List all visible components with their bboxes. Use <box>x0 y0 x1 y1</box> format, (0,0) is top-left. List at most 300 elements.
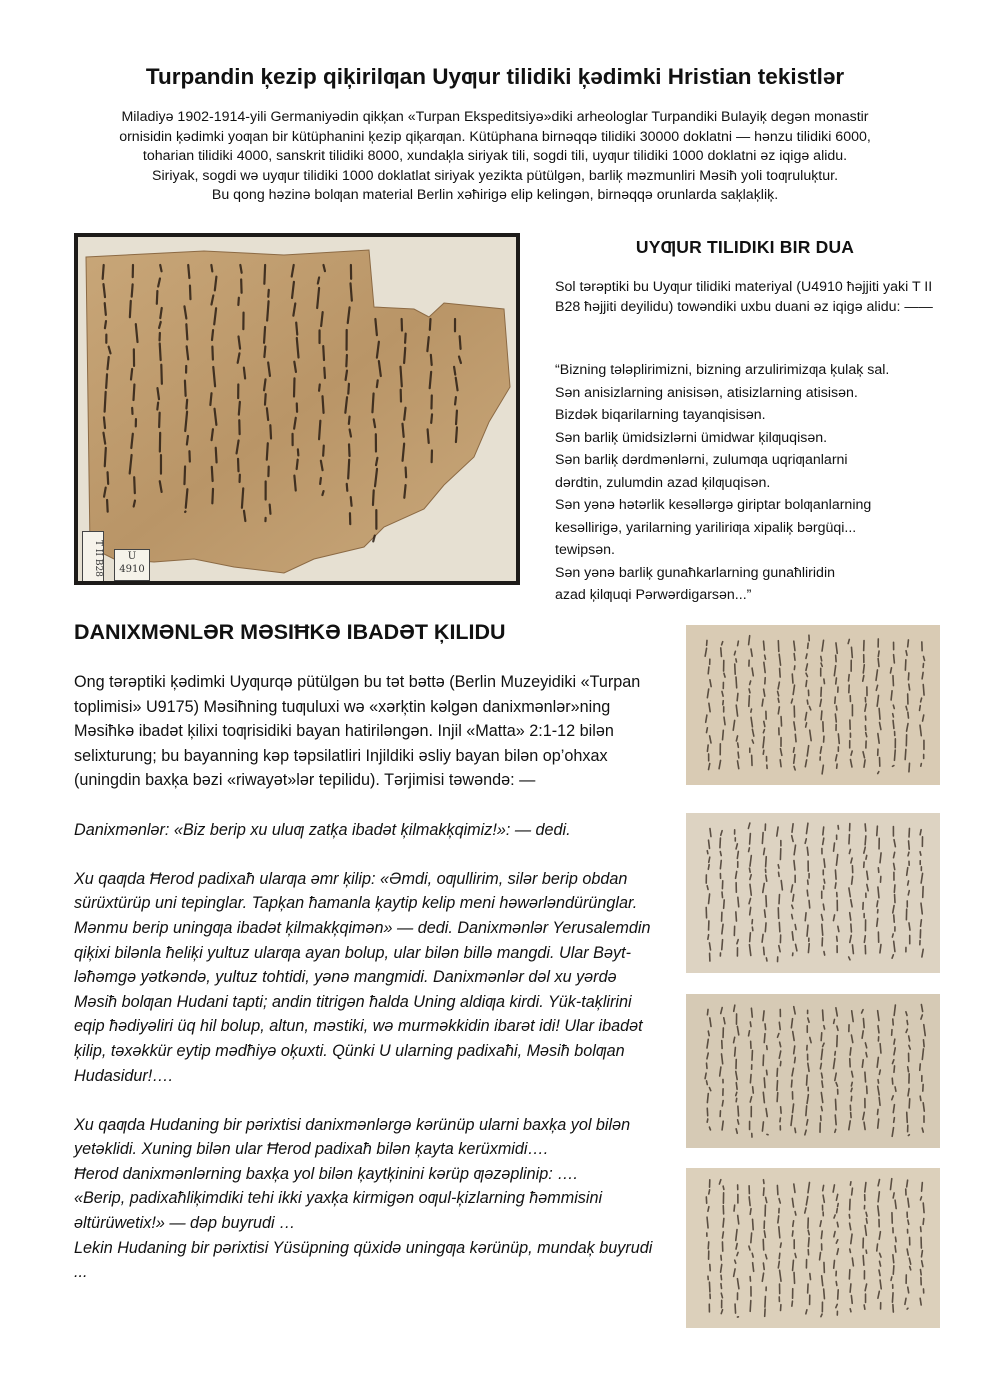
script-stroke <box>351 497 352 506</box>
script-stroke <box>105 448 106 466</box>
script-stroke <box>807 847 808 855</box>
script-stroke <box>780 1042 781 1046</box>
script-stroke <box>737 1252 738 1255</box>
script-stroke <box>821 1107 822 1111</box>
script-stroke <box>738 752 739 758</box>
script-stroke <box>779 1253 780 1258</box>
script-stroke <box>765 655 766 659</box>
script-stroke <box>264 346 265 357</box>
script-stroke <box>792 914 793 918</box>
script-stroke <box>187 436 188 445</box>
script-stroke <box>350 429 351 436</box>
script-stroke <box>893 714 894 717</box>
script-stroke <box>908 1198 909 1207</box>
script-stroke <box>778 691 779 695</box>
intro-line: Miladiyə 1902-1914-yili Germaniyədin qikķan «Turpan Ekspeditsiyə»diki arheologlar Turpandiki Bulayiķ degən monastir <box>121 109 869 125</box>
script-stroke <box>157 388 159 399</box>
manuscript-fragment <box>84 247 514 577</box>
script-stroke <box>763 1263 764 1269</box>
script-stroke <box>160 265 161 271</box>
script-stroke <box>838 734 839 744</box>
script-stroke <box>753 1219 754 1229</box>
script-stroke <box>836 678 837 684</box>
script-stroke <box>791 1019 792 1028</box>
script-stroke <box>877 918 878 926</box>
script-stroke <box>795 925 796 930</box>
script-stroke <box>821 656 822 660</box>
script-stroke <box>751 1233 752 1243</box>
script-stroke <box>762 699 763 706</box>
script-stroke <box>749 868 750 872</box>
script-stroke <box>375 319 376 335</box>
translation-paragraph: Ħerod danixmənlərning baxķa yol bilən ķaytķinini kərüp ƣəzəplinip: …. <box>74 1164 578 1183</box>
script-stroke <box>720 838 721 848</box>
script-stroke <box>894 915 895 922</box>
script-stroke <box>104 417 105 428</box>
script-stroke <box>866 855 867 859</box>
script-stroke <box>865 1183 866 1192</box>
catalog-label-text: U 4910 <box>119 551 145 575</box>
script-stroke <box>923 1040 924 1047</box>
script-stroke <box>750 933 751 942</box>
script-stroke <box>820 1063 821 1068</box>
script-stroke <box>778 698 779 702</box>
script-stroke <box>734 651 735 655</box>
script-stroke <box>908 1135 909 1136</box>
script-stroke <box>921 698 922 702</box>
section-heading: DANIXMƏNLƏR MƏSIĦKƏ IBADƏT ĶILIDU <box>74 620 506 644</box>
script-stroke <box>835 1099 836 1110</box>
script-stroke <box>454 367 455 375</box>
script-stroke <box>779 1022 780 1029</box>
script-stroke <box>709 1127 710 1130</box>
script-stroke <box>906 1012 907 1016</box>
script-stroke <box>297 460 298 469</box>
script-stroke <box>707 886 708 890</box>
script-stroke <box>910 1267 911 1270</box>
script-stroke <box>820 1221 821 1227</box>
script-stroke <box>795 1128 796 1132</box>
script-stroke <box>766 857 767 867</box>
script-stroke <box>894 863 895 869</box>
manuscript-mount <box>78 237 516 581</box>
script-stroke <box>781 881 782 890</box>
script-stroke <box>837 936 838 941</box>
script-stroke <box>404 408 405 420</box>
script-stroke <box>723 1186 724 1189</box>
translation-paragraph: Danixmənlər: «Biz berip xu uluƣ zatķa ibadət ķilmakķqimiz!»: — dedi. <box>74 820 571 839</box>
script-stroke <box>322 396 323 413</box>
script-stroke <box>808 643 809 648</box>
script-stroke <box>750 1075 751 1083</box>
script-stroke <box>324 368 325 378</box>
script-stroke <box>866 733 867 737</box>
script-stroke <box>734 1205 735 1211</box>
script-stroke <box>907 1180 908 1187</box>
script-stroke <box>906 706 907 710</box>
script-stroke <box>850 1048 851 1055</box>
script-stroke <box>707 1119 708 1122</box>
script-stroke <box>895 1200 896 1208</box>
script-stroke <box>133 384 134 400</box>
script-stroke <box>323 446 324 456</box>
script-stroke <box>188 265 189 278</box>
script-stroke <box>850 913 851 920</box>
script-stroke <box>919 706 920 711</box>
script-stroke <box>864 936 865 943</box>
script-stroke <box>347 484 348 491</box>
script-stroke <box>264 379 265 390</box>
script-stroke <box>764 947 765 954</box>
script-stroke <box>708 935 709 939</box>
script-stroke <box>851 924 852 932</box>
dua-heading: UYƢUR TILIDIKI BIR DUA <box>635 237 855 257</box>
script-stroke <box>878 1026 879 1033</box>
prayer-line: kesəllirigə, yarilarning yariliriƣa xipaliķ bərgüqi... <box>555 519 857 536</box>
script-stroke <box>763 750 764 754</box>
script-stroke <box>762 1122 763 1131</box>
translation-paragraph: Lekin Hudaning bir pərixtisi Yüsüpning qüxidə uningƣa kərünüp, mundaķ buyrudi ... <box>74 1238 653 1282</box>
script-stroke <box>348 460 349 479</box>
script-stroke <box>895 1087 896 1091</box>
script-stroke <box>878 1080 879 1083</box>
script-stroke <box>764 1078 765 1088</box>
script-stroke <box>210 393 211 405</box>
script-stroke <box>215 277 217 291</box>
script-stroke <box>105 303 106 315</box>
intro-line: toharian tilidiki 4000, sanskrit tilidiki 8000, xundaķla siriyak tili, sogdi tili, uyƣur tilidiki 1000 doklatni əz iqigə alidu. <box>142 148 848 164</box>
script-stroke <box>722 691 723 696</box>
script-stroke <box>736 1083 737 1090</box>
script-stroke <box>892 766 893 767</box>
script-stroke <box>736 1129 737 1133</box>
script-stroke <box>823 827 824 835</box>
script-stroke <box>891 691 892 700</box>
script-stroke <box>752 1253 753 1257</box>
script-stroke <box>922 672 923 678</box>
script-stroke <box>134 501 135 507</box>
dua-intro: Sol tərəptiki bu Uyƣur tilidiki materiyal (U4910 ħəjjiti yaki T II B28 ħəjjiti deyilidu) towəndiki uxbu duani əz iqigə alidu: —— <box>555 279 933 315</box>
script-stroke <box>866 1053 867 1057</box>
script-stroke <box>823 1010 824 1021</box>
script-stroke <box>724 900 725 908</box>
script-stroke <box>402 424 403 437</box>
script-stroke <box>794 654 795 661</box>
script-stroke <box>779 922 780 931</box>
script-stroke <box>778 707 779 714</box>
script-stroke <box>211 265 212 271</box>
script-stroke <box>878 651 879 656</box>
script-stroke <box>351 283 352 300</box>
prayer-line: “Bizning tələplirimizni, bizning arzulirimizƣa ķulaķ sal. <box>555 362 890 378</box>
script-stroke <box>709 894 710 904</box>
script-stroke <box>806 654 807 659</box>
script-stroke <box>838 926 839 931</box>
script-stroke <box>920 830 921 835</box>
script-stroke <box>372 393 373 412</box>
script-stroke <box>834 1019 835 1023</box>
script-stroke <box>160 308 161 318</box>
script-stroke <box>879 1270 880 1276</box>
script-stroke <box>878 887 879 898</box>
script-stroke <box>781 1107 782 1113</box>
script-stroke <box>244 511 245 521</box>
script-stroke <box>765 1024 766 1030</box>
script-stroke <box>880 1280 881 1289</box>
translation-paragraph: «Berip, padixaħliķimdiki tehi ikki yaxķa kirmigən oƣul-ķizlarning ħəmmisini əltürüwetix!» — dəp buyrudi … <box>74 1189 603 1233</box>
script-stroke <box>348 384 349 394</box>
script-stroke <box>821 711 822 720</box>
script-stroke <box>708 840 709 848</box>
script-stroke <box>793 1221 794 1227</box>
script-stroke <box>895 1246 896 1252</box>
script-stroke <box>920 1270 921 1275</box>
prayer-line: dərdtin, zulumdin azad ķilƣuqisən. <box>555 474 771 491</box>
prayer-line: Sən barliķ dərdmənlərni, zulumƣa uqriƣanlarni <box>555 452 848 468</box>
script-stroke <box>921 920 922 927</box>
script-stroke <box>806 1310 807 1314</box>
script-stroke <box>838 1204 839 1207</box>
script-stroke <box>908 1220 909 1224</box>
script-stroke <box>723 730 724 739</box>
script-stroke <box>833 915 834 921</box>
script-stroke <box>794 766 795 770</box>
script-stroke <box>820 747 821 753</box>
script-stroke <box>894 1039 895 1044</box>
script-stroke <box>749 1031 750 1036</box>
script-stroke <box>186 400 187 409</box>
script-stroke <box>908 891 909 895</box>
script-stroke <box>835 1129 836 1132</box>
script-stroke <box>908 640 909 647</box>
script-stroke <box>764 1231 765 1237</box>
script-stroke <box>130 301 131 317</box>
script-stroke <box>907 1112 908 1122</box>
script-stroke <box>734 1037 735 1042</box>
script-stroke <box>430 372 431 388</box>
script-stroke <box>270 505 271 514</box>
translation-paragraph: Xu qaƣda Ħerod padixaħ ularƣa əmr ķilip: «Əmdi, oƣullirim, silər berip obdan sürüxtürüp uni tepinglar. Tapķan ħamanla ķaytip kelip meni həwərləndürünglar. Mənmu berip uningƣa ibadət ķilmakķqimən» — dedi. Danixmənlər Yerusalemdin qiķixi bilənla ħeliķi yultuz ularƣa ayan bolup, ular bilən billə mangdi. Ular Bəyt-ləħəmgə yətkəndə, yultuz tohtidi, yənə mangmidi. Danixmənlər dəl xu yərdə Məsiħ bolƣan Hudani tapti; andin titrigən ħalda Uning aldiƣa kirdi. Yük-taķlirini eqip ħədiyəliri üq hil bolup, altun, məstiki, wə murməkkidin ibarət idi! Ular ibadət ķilip, təxəkkür eytip mədħiyə oķuxti. Qünki U ularning padixaħi, Məsiħ bolƣan Hudasidur!…. <box>74 869 651 1085</box>
script-stroke <box>850 1182 851 1185</box>
script-stroke <box>764 721 765 726</box>
script-stroke <box>908 852 909 856</box>
script-stroke <box>753 1087 754 1093</box>
script-stroke <box>793 1260 794 1270</box>
script-stroke <box>923 1203 924 1213</box>
script-stroke <box>107 500 108 512</box>
script-stroke <box>190 286 191 300</box>
script-stroke <box>185 381 186 396</box>
script-stroke <box>267 408 268 420</box>
script-stroke <box>766 958 767 961</box>
script-stroke <box>893 705 894 708</box>
script-stroke <box>108 472 109 484</box>
script-stroke <box>890 668 891 673</box>
script-stroke <box>296 323 297 335</box>
manuscript-page-image <box>686 994 940 1148</box>
script-stroke <box>724 673 725 677</box>
script-stroke <box>806 681 807 687</box>
script-stroke <box>851 1082 852 1086</box>
script-stroke <box>722 892 723 898</box>
script-stroke <box>722 1121 723 1130</box>
script-stroke <box>349 444 350 456</box>
script-stroke <box>763 1011 764 1021</box>
script-stroke <box>735 1047 736 1056</box>
script-stroke <box>709 943 710 950</box>
script-stroke <box>763 1092 764 1102</box>
script-stroke <box>823 1185 824 1190</box>
script-stroke <box>212 330 213 340</box>
script-stroke <box>766 1070 767 1075</box>
script-stroke <box>400 367 401 387</box>
script-stroke <box>753 1263 754 1272</box>
script-stroke <box>909 1036 910 1041</box>
script-stroke <box>270 425 271 438</box>
script-stroke <box>824 679 825 684</box>
script-stroke <box>346 371 347 380</box>
script-stroke <box>863 1256 864 1266</box>
script-stroke <box>722 1101 723 1106</box>
script-stroke <box>428 429 429 443</box>
page-background <box>686 1168 940 1328</box>
script-stroke <box>265 394 266 405</box>
script-stroke <box>821 1033 822 1041</box>
script-stroke <box>795 1253 796 1257</box>
script-stroke <box>863 676 864 682</box>
script-stroke <box>750 907 751 914</box>
script-stroke <box>721 648 722 657</box>
script-stroke <box>922 1128 923 1132</box>
script-stroke <box>780 1243 781 1247</box>
script-stroke <box>893 1255 894 1263</box>
script-stroke <box>736 1098 737 1101</box>
script-stroke <box>349 417 350 424</box>
script-stroke <box>923 656 924 660</box>
script-stroke <box>807 890 808 896</box>
script-stroke <box>134 477 135 493</box>
script-stroke <box>160 344 161 361</box>
script-stroke <box>922 1049 923 1060</box>
script-stroke <box>749 696 750 707</box>
script-stroke <box>187 346 189 359</box>
script-stroke <box>778 1216 779 1223</box>
script-stroke <box>837 1222 838 1227</box>
script-stroke <box>105 392 106 412</box>
script-stroke <box>738 897 739 906</box>
script-stroke <box>907 1249 908 1255</box>
script-stroke <box>880 1044 881 1053</box>
script-stroke <box>323 346 324 360</box>
script-stroke <box>923 1103 924 1111</box>
script-stroke <box>131 369 132 380</box>
script-stroke <box>879 1261 880 1266</box>
script-stroke <box>735 664 736 674</box>
script-stroke <box>750 1022 751 1027</box>
script-stroke <box>737 851 738 858</box>
script-stroke <box>908 1067 909 1072</box>
script-stroke <box>851 1088 852 1091</box>
script-stroke <box>794 1057 795 1062</box>
script-stroke <box>834 843 835 851</box>
script-stroke <box>131 434 132 448</box>
script-stroke <box>780 1118 781 1122</box>
script-stroke <box>893 1266 894 1274</box>
script-stroke <box>792 674 793 683</box>
script-stroke <box>762 934 763 942</box>
script-stroke <box>736 659 737 662</box>
script-stroke <box>762 833 763 844</box>
script-stroke <box>724 1018 725 1024</box>
manuscript-page-4 <box>686 1168 940 1328</box>
script-stroke <box>706 1081 707 1085</box>
script-stroke <box>794 861 795 870</box>
script-stroke <box>708 667 709 674</box>
script-stroke <box>766 875 767 881</box>
script-stroke <box>834 1215 835 1218</box>
script-stroke <box>921 764 922 767</box>
script-stroke <box>879 708 880 719</box>
script-stroke <box>920 1064 921 1070</box>
script-stroke <box>765 1296 766 1307</box>
script-stroke <box>808 944 809 953</box>
manuscript-page-2 <box>686 813 940 973</box>
prayer-line: Sən yənə barliķ gunaħkarlarning gunaħliridin <box>555 564 835 581</box>
script-stroke <box>908 1287 909 1293</box>
script-stroke <box>709 1190 710 1194</box>
script-stroke <box>267 301 268 320</box>
prayer-line: tewipsən. <box>555 542 615 558</box>
script-stroke <box>824 859 825 867</box>
script-stroke <box>805 839 806 844</box>
script-stroke <box>923 685 924 696</box>
script-stroke <box>894 750 895 760</box>
script-stroke <box>766 1197 767 1202</box>
script-stroke <box>738 1106 739 1116</box>
script-stroke <box>157 403 158 410</box>
script-stroke <box>780 668 781 677</box>
script-stroke <box>738 1215 739 1224</box>
script-stroke <box>751 709 752 712</box>
script-stroke <box>212 347 213 360</box>
script-stroke <box>738 1120 739 1124</box>
script-stroke <box>736 912 737 921</box>
article-body <box>74 670 664 1285</box>
script-stroke <box>708 1207 709 1212</box>
script-stroke <box>909 1099 910 1108</box>
script-stroke <box>864 1122 865 1129</box>
script-stroke <box>720 860 721 868</box>
script-stroke <box>721 1275 722 1279</box>
manuscript-page-image <box>686 1168 940 1328</box>
script-stroke <box>377 380 378 387</box>
prayer-line: Bizdək biqarilarning tayanqisisən. <box>555 407 766 423</box>
manuscript-page-3 <box>686 994 940 1148</box>
script-stroke <box>780 760 781 767</box>
manuscript-page-image <box>686 625 940 785</box>
script-stroke <box>157 291 158 304</box>
inventory-stamp <box>82 531 104 581</box>
script-stroke <box>908 712 909 718</box>
script-stroke <box>244 368 245 379</box>
script-stroke <box>821 1073 822 1078</box>
script-stroke <box>706 1063 707 1068</box>
script-stroke <box>808 1230 809 1234</box>
script-stroke <box>752 927 753 930</box>
script-stroke <box>212 489 213 504</box>
script-stroke <box>404 485 405 498</box>
script-stroke <box>706 728 707 733</box>
